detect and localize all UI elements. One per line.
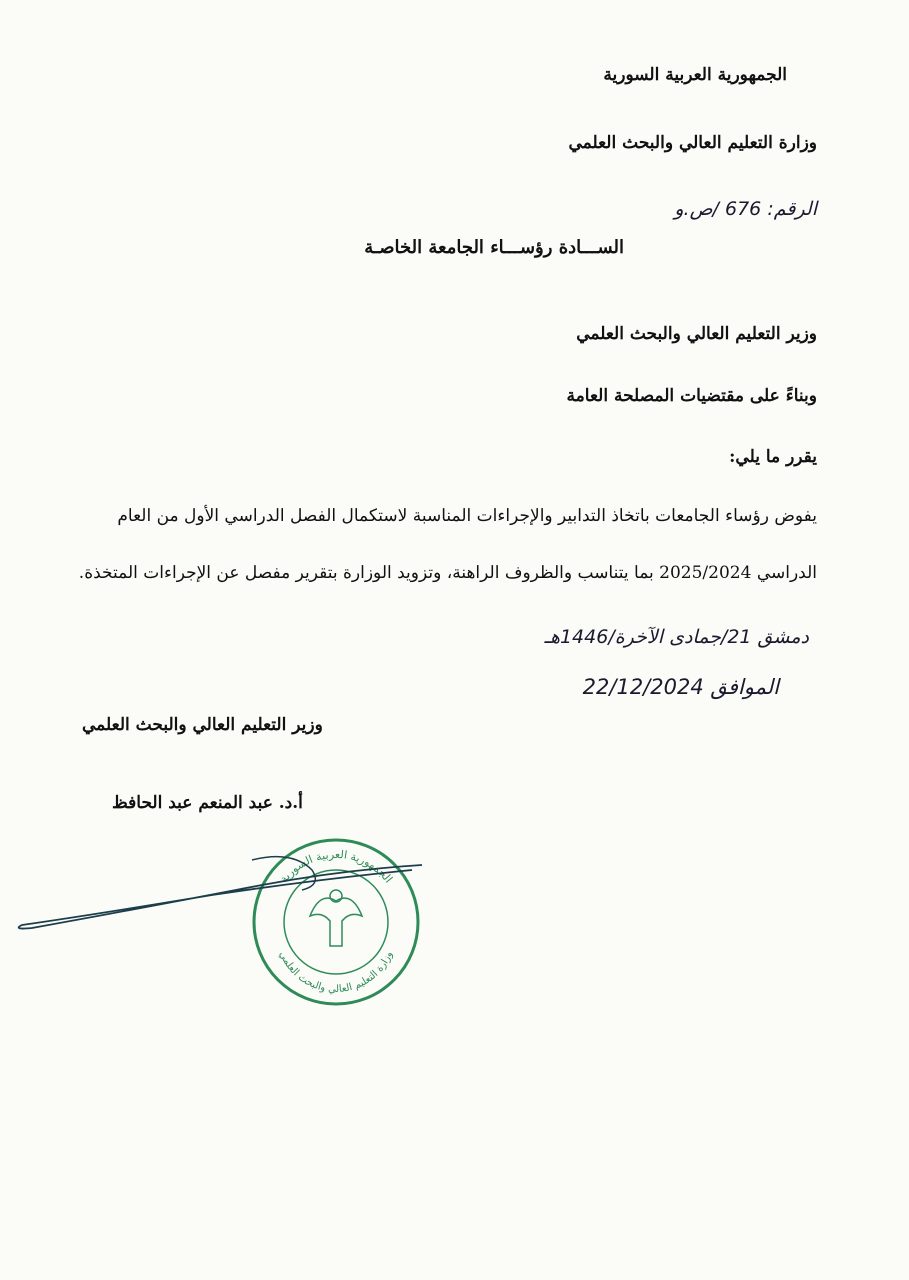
stamp-inner-text: وزارة التعليم العالي والبحث العلمي xyxy=(276,949,395,996)
svg-text:وزارة التعليم العالي والبحث ال xyxy=(277,950,395,995)
signatory-name: أ.د. عبد المنعم عبد الحافظ xyxy=(112,793,303,813)
preamble-minister: وزير التعليم العالي والبحث العلمي xyxy=(576,324,817,344)
reference-label: الرقم: xyxy=(767,198,817,220)
reference-number xyxy=(674,198,817,222)
decision-line-1: يفوض رؤساء الجامعات باتخاذ التدابير والإجراءات المناسبة لاستكمال الفصل الدراسي الأول من العام xyxy=(117,506,817,526)
signatory-title: وزير التعليم العالي والبحث العلمي xyxy=(82,715,323,735)
stamp-outer-text: الجمهورية العربية السورية xyxy=(277,847,395,886)
reference-value: 676 /ص.و xyxy=(674,198,762,220)
preamble-decides: يقرر ما يلي: xyxy=(729,447,817,467)
recipient: الســـادة رؤســـاء الجامعة الخاصـة xyxy=(364,237,624,258)
preamble-public-interest: وبناءً على مقتضيات المصلحة العامة xyxy=(566,386,817,406)
header-ministry: وزارة التعليم العالي والبحث العلمي xyxy=(568,133,817,153)
handwritten-signature xyxy=(12,840,432,940)
decision-line-2: الدراسي 2025/2024 بما يتناسب والظروف الراهنة، وتزويد الوزارة بتقرير مفصل عن الإجراءات المتخذة. xyxy=(78,563,817,583)
header-country: الجمهورية العربية السورية xyxy=(603,65,787,85)
date-gregorian: الموافق 22/12/2024 xyxy=(582,675,779,699)
date-hijri: دمشق 21/جمادى الآخرة/1446هـ xyxy=(544,626,809,648)
